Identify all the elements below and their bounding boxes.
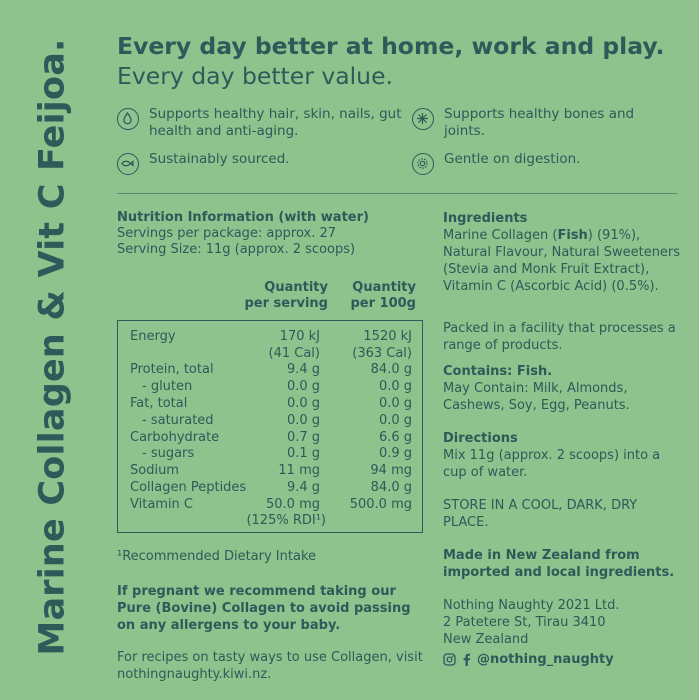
column-header-per-serving <box>230 280 328 312</box>
benefit-digestion <box>412 151 672 175</box>
column-header-line: Quantity <box>352 280 416 295</box>
per-100g-value: 0.9 g <box>378 446 412 461</box>
per-serving-value: 50.0 mg <box>266 497 320 512</box>
per-100g-value: 84.0 g <box>370 362 412 377</box>
benefit-text: Supports healthy hair, skin, nails, gut health and anti-aging. <box>149 106 402 139</box>
per-serving-value: 0.0 g <box>286 379 320 394</box>
row-label: - gluten <box>142 379 193 394</box>
sparkle-icon <box>412 108 434 130</box>
directions-section <box>443 430 683 481</box>
benefit-text: Gentle on digestion. <box>444 151 581 167</box>
per-serving-value: 0.0 g <box>286 396 320 411</box>
directions-text: Mix 11g (approx. 2 scoops) into a cup of water. <box>443 448 661 480</box>
row-label: - sugars <box>142 446 195 461</box>
per-100g-value: 94 mg <box>370 463 412 478</box>
column-header-line: per 100g <box>350 296 416 311</box>
per-100g-value: 1520 kJ <box>363 329 412 344</box>
per-serving-value: (41 Cal) <box>268 346 320 361</box>
allergen-section <box>443 363 683 414</box>
per-100g-value: 0.0 g <box>378 396 412 411</box>
per-serving-value: 0.0 g <box>286 413 320 428</box>
per-100g-value: 84.0 g <box>370 480 412 495</box>
gear-icon <box>412 153 434 175</box>
per-100g-value: (363 Cal) <box>352 346 412 361</box>
per-100g-value: 0.0 g <box>378 379 412 394</box>
benefit-text: Supports healthy bones and joints. <box>444 106 635 139</box>
subheadline: Every day better value. <box>117 62 393 90</box>
pregnancy-warning: If pregnant we recommend taking our Pure (Bovine) Collagen to avoid passing on any allergens to your baby. <box>117 584 411 633</box>
row-label: Fat, total <box>130 396 188 411</box>
product-title-vertical <box>30 38 76 656</box>
facility-note: Packed in a facility that processes a range of products. <box>443 321 676 353</box>
row-label: Vitamin C <box>130 497 194 512</box>
row-label: Energy <box>130 329 176 344</box>
benefit-sourced <box>117 151 402 175</box>
per-serving-value: 0.1 g <box>286 446 320 461</box>
fish-icon <box>117 153 139 175</box>
nutrition-title: Nutrition Information (with water) <box>117 210 369 225</box>
product-title: Marine Collagen & Vit C Feijoa. <box>33 38 74 656</box>
instagram-icon[interactable] <box>443 653 456 666</box>
per-serving-value: 9.4 g <box>286 362 320 377</box>
social-handle[interactable]: @nothing_naughty <box>477 652 614 667</box>
directions-title: Directions <box>443 431 518 446</box>
ingredients-text-part: ) (91%), Natural Flavour, Natural Sweeteners (Stevia and Monk Fruit Extract), Vitamin C (Ascorbic Acid) (0.5%). <box>443 228 681 294</box>
company-address <box>443 597 683 648</box>
ingredients-allergen: Fish <box>557 228 588 243</box>
drop-icon <box>117 108 139 130</box>
ingredients-section <box>443 210 683 295</box>
row-label: Carbohydrate <box>130 430 220 445</box>
row-label: Collagen Peptides <box>130 480 247 495</box>
headline: Every day better at home, work and play. <box>117 32 665 60</box>
facebook-icon[interactable] <box>462 653 471 666</box>
ingredients-title: Ingredients <box>443 211 528 226</box>
ingredients-text-part: Marine Collagen ( <box>443 228 558 243</box>
company-name: Nothing Naughty 2021 Ltd. <box>443 598 620 613</box>
contains-text: Contains: Fish. <box>443 364 553 379</box>
servings-per-package: Servings per package: approx. 27 <box>117 226 337 241</box>
may-contain-text: May Contain: Milk, Almonds, Cashews, Soy, Egg, Peanuts. <box>443 381 630 413</box>
per-serving-value: 0.7 g <box>286 430 320 445</box>
footnote: ¹Recommended Dietary Intake <box>117 549 317 564</box>
per-serving-value: 9.4 g <box>286 480 320 495</box>
row-label: Protein, total <box>130 362 214 377</box>
benefit-hair-skin <box>117 106 402 140</box>
column-header-line: Quantity <box>264 280 328 295</box>
column-header-line: per serving <box>244 296 328 311</box>
social-links <box>443 652 614 667</box>
benefit-bones <box>412 106 672 140</box>
company-country: New Zealand <box>443 632 529 647</box>
per-serving-value: 170 kJ <box>279 329 320 344</box>
per-serving-value: 11 mg <box>278 463 320 478</box>
divider <box>117 193 677 194</box>
company-street: 2 Patetere St, Tirau 3410 <box>443 615 606 630</box>
per-serving-value: (125% RDI¹) <box>246 513 326 528</box>
ingredients-text <box>443 227 683 295</box>
origin-statement: Made in New Zealand from imported and local ingredients. <box>443 548 675 580</box>
nutrition-header <box>117 210 369 258</box>
row-label: Sodium <box>130 463 179 478</box>
recipes-note: For recipes on tasty ways to use Collagen, visit nothingnaughty.kiwi.nz. <box>117 650 423 682</box>
column-header-per-100g <box>330 280 416 312</box>
storage-instructions: STORE IN A COOL, DARK, DRY PLACE. <box>443 498 638 530</box>
benefit-text: Sustainably sourced. <box>149 151 290 167</box>
row-label: - saturated <box>142 413 214 428</box>
serving-size: Serving Size: 11g (approx. 2 scoops) <box>117 242 356 257</box>
per-100g-value: 0.0 g <box>378 413 412 428</box>
per-100g-value: 500.0 mg <box>349 497 412 512</box>
nutrition-table <box>117 320 423 533</box>
per-100g-value: 6.6 g <box>378 430 412 445</box>
